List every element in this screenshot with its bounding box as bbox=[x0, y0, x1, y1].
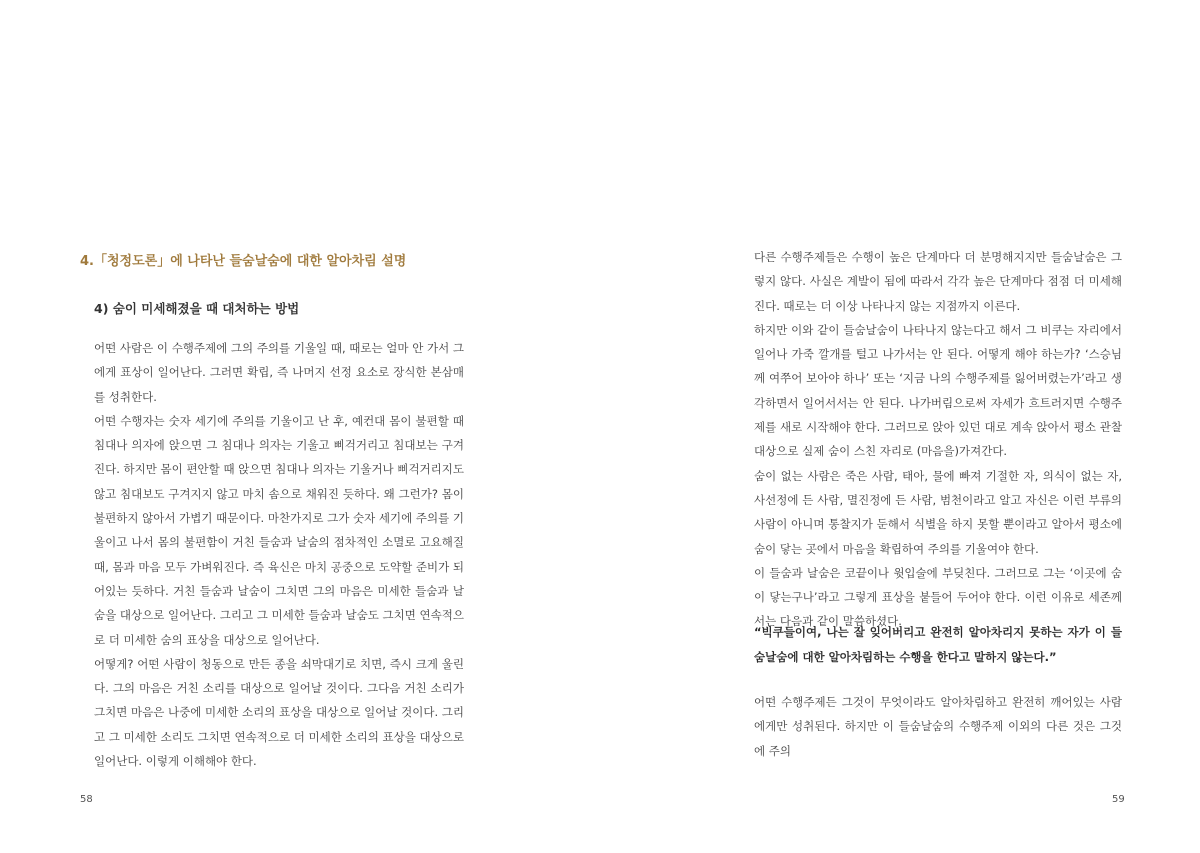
subsection-title: 4) 숨이 미세해졌을 때 대처하는 방법 bbox=[94, 301, 300, 316]
block-quote: “빅쿠들이여, 나는 잘 잊어버리고 완전히 알아차리지 못하는 자가 이 들숨날숨에 대한 알아차림하는 수행을 한다고 말하지 않는다.” bbox=[754, 625, 1122, 664]
page-number: 59 bbox=[1112, 794, 1125, 805]
paragraph: 숨이 없는 사람은 죽은 사람, 태아, 물에 빠져 기절한 자, 의식이 없는 자, 사선정에 든 사람, 멸진정에 든 사람, 범천이라고 알고 자신은 이런 부류의 사람이 아니며 통찰지가 둔해서 식별을 하지 못할 뿐이라고 알아서 평소에 숨이 닿는 곳에서 마음을 확립하여 주의를 기울여야 한다. bbox=[754, 468, 1122, 556]
paragraph: 어떻게? 어떤 사람이 청동으로 만든 종을 쇠막대기로 치면, 즉시 크게 울린다. 그의 마음은 거친 소리를 대상으로 일어날 것이다. 그다음 거친 소리가 그치면 마음은 나중에 미세한 소리의 표상을 대상으로 일어날 것이다. 그리고 그 미세한 소리도 그치면 연속적으로 더 미세한 소리의 표상을 대상으로 일어난다. 이렇게 이해해야 한다. bbox=[94, 656, 464, 769]
paragraph: 하지만 이와 같이 들숨날숨이 나타나지 않는다고 해서 그 비쿠는 자리에서 일어나 가죽 깔개를 털고 나가서는 안 된다. 어떻게 해야 하는가? ‘스승님께 여쭈어 보아야 하나’ 또는 ‘지금 나의 수행주제를 잃어버렸는가’라고 생각하면서 일어서서는 안 된다. 나가버림으로써 자세가 흐트러지면 수행주제를 새로 시작해야 한다. 그러므로 앉아 있던 대로 계속 앉아서 평소 관찰 대상으로 실제 숨이 스친 자리로 (마음을)가져간다. bbox=[754, 322, 1122, 459]
page-number: 58 bbox=[80, 794, 93, 805]
paragraph: 이 들숨과 날숨은 코끝이나 윗입술에 부딪친다. 그러므로 그는 ‘이곳에 숨이 닿는구나’라고 그렇게 표상을 붙들어 두어야 한다. 이런 이유로 세존께서는 다음과 같이 말씀하셨다. bbox=[754, 565, 1122, 629]
section-title: 4.「청정도론」에 나타난 들숨날숨에 대한 알아차림 설명 bbox=[80, 254, 407, 269]
paragraph: 다른 수행주제들은 수행이 높은 단계마다 더 분명해지지만 들숨날숨은 그렇지 않다. 사실은 계발이 됨에 따라서 각각 높은 단계마다 점점 더 미세해진다. 때로는 더 이상 나타나지 않는 지점까지 이른다. bbox=[754, 250, 1122, 313]
right-body-text bbox=[754, 245, 1122, 634]
left-body-text bbox=[94, 336, 464, 773]
paragraph: 어떤 수행자는 숫자 세기에 주의를 기울이고 난 후, 예컨대 몸이 불편할 때 침대나 의자에 앉으면 그 침대나 의자는 기울고 삐걱거리고 침대보는 구겨진다. 하지만 몸이 편안할 때 앉으면 침대나 의자는 기울거나 삐걱거리지도 않고 침대보도 구겨지지 않고 마치 솜으로 채워진 듯하다. 왜 그런가? 몸이 불편하지 않아서 가볍기 때문이다. 마찬가지로 그가 숫자 세기에 주의를 기울이고 나서 몸의 불편함이 거친 들숨과 날숨의 점차적인 소멸로 고요해질 때, 몸과 마음 모두 가벼워진다. 즉 육신은 마치 공중으로 도약할 준비가 되어있는 듯하다. 거친 들숨과 날숨이 그치면 그의 마음은 미세한 들숨과 날숨을 대상으로 일어난다. 그리고 그 미세한 들숨과 날숨도 그치면 연속적으로 더 미세한 숨의 표상을 대상으로 일어난다. bbox=[94, 413, 464, 647]
right-body-text-continued bbox=[754, 690, 1122, 763]
paragraph: 어떤 수행주제든 그것이 무엇이라도 알아차림하고 완전히 깨어있는 사람에게만 성취된다. 하지만 이 들숨날숨의 수행주제 이외의 다른 것은 그것에 주의 bbox=[754, 695, 1122, 758]
right-page bbox=[600, 0, 1200, 853]
paragraph: 어떤 사람은 이 수행주제에 그의 주의를 기울일 때, 때로는 얼마 안 가서 그에게 표상이 일어난다. 그러면 확립, 즉 나머지 선정 요소로 장식한 본삼매를 성취한다. bbox=[94, 341, 464, 404]
